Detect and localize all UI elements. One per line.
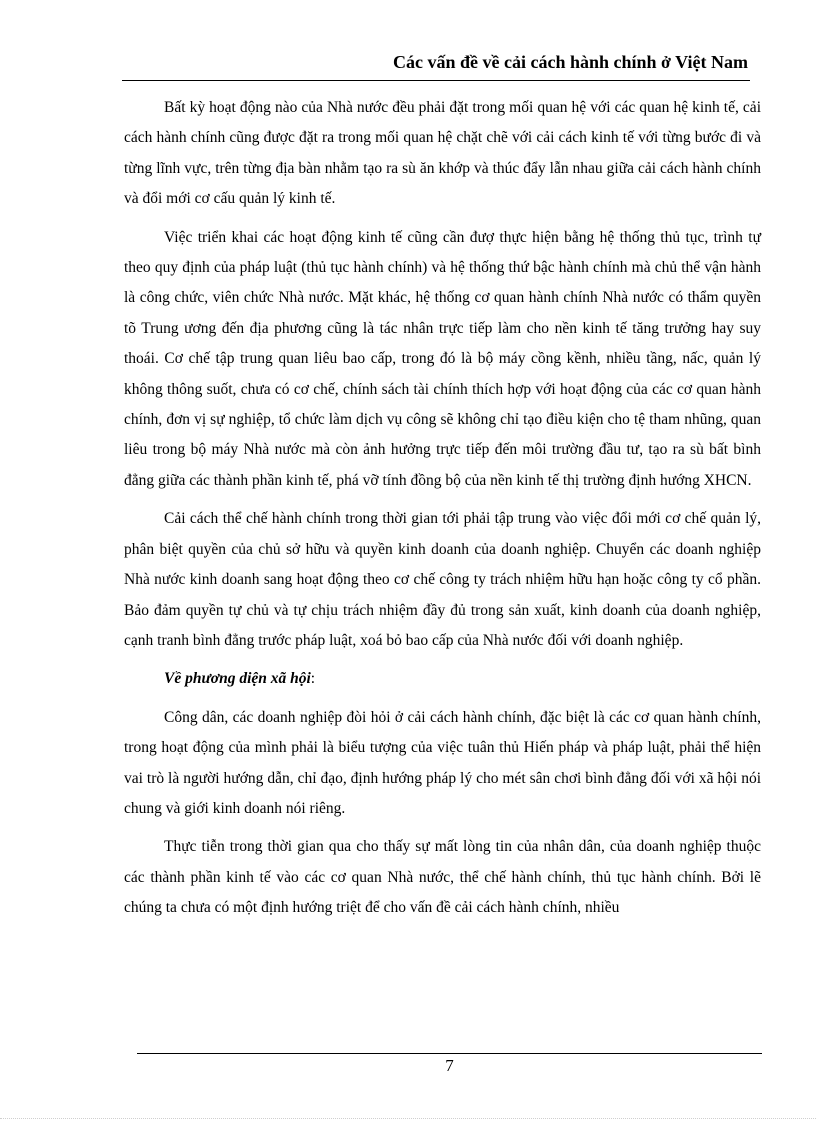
document-body <box>124 93 761 932</box>
section-heading-text: Về phương diện xã hội <box>164 670 311 688</box>
page-edge <box>0 1118 816 1119</box>
page-number: 7 <box>445 1056 454 1075</box>
paragraph: Bất kỳ hoạt động nào của Nhà nước đều phải đặt trong mối quan hệ với các quan hệ kinh tế, cải cách hành chính cũng được đặt ra trong mối quan hệ chặt chẽ với cải cách kinh tế với từng bước đi và từng lĩnh vực, trên từng địa bàn nhằm tạo ra sù ăn khớp và thúc đẩy lẫn nhau giữa cải cách hành chính và đổi mới cơ cấu quản lý kinh tế. <box>124 99 761 208</box>
footer-divider <box>137 1053 762 1054</box>
header-divider <box>122 80 750 81</box>
page-header-title: Các vấn đề về cải cách hành chính ở Việt Nam <box>393 52 748 72</box>
paragraph: Công dân, các doanh nghiệp đòi hỏi ở cải cách hành chính, đặc biệt là các cơ quan hành chính, trong hoạt động của mình phải là biểu tượng của việc tuân thủ Hiến pháp và pháp luật, phải thể hiện vai trò là người hướng dẫn, chỉ đạo, định hướng pháp lý cho mét sân chơi bình đẳng đối với xã hội nói chung và giới kinh doanh nói riêng. <box>124 708 761 817</box>
section-heading-colon: : <box>310 670 316 688</box>
paragraph: Cải cách thể chế hành chính trong thời gian tới phải tập trung vào việc đổi mới cơ chế quản lý, phân biệt quyền của chủ sở hữu và quyền kinh doanh của doanh nghiệp. Chuyển các doanh nghiệp Nhà nước kinh doanh sang hoạt động theo cơ chế công ty trách nhiệm hữu hạn hoặc công ty cổ phần. Bảo đảm quyền tự chủ và tự chịu trách nhiệm đầy đủ trong sản xuất, kinh doanh của doanh nghiệp, cạnh tranh bình đẳng trước pháp luật, xoá bỏ bao cấp của Nhà nước đối với doanh nghiệp. <box>124 510 761 649</box>
paragraph: Thực tiễn trong thời gian qua cho thấy sự mất lòng tin của nhân dân, của doanh nghiệp thuộc các thành phần kinh tế vào các cơ quan Nhà nước, thể chế hành chính, thủ tục hành chính. Bởi lẽ chúng ta chưa có một định hướng triệt để cho vấn đề cải cách hành chính, nhiều <box>124 838 761 917</box>
paragraph: Việc triển khai các hoạt động kinh tế cũng cần đượ thực hiện bằng hệ thống thủ tục, trình tự theo quy định của pháp luật (thủ tục hành chính) và hệ thống thứ bậc hành chính mà chủ thể vận hành là công chức, viên chức Nhà nước. Mặt khác, hệ thống cơ quan hành chính Nhà nước có thẩm quyền tõ Trung ương đến địa phương cũng là tác nhân trực tiếp làm cho nền kinh tế tăng trưởng hay suy thoái. Cơ chế tập trung quan liêu bao cấp, trong đó là bộ máy cồng kềnh, nhiều tầng, nấc, quản lý không thông suốt, chưa có cơ chế, chính sách tài chính thích hợp với hoạt động của các cơ quan hành chính, đơn vị sự nghiệp, tổ chức làm dịch vụ công sẽ không chỉ tạo điều kiện cho tệ tham nhũng, quan liêu trong bộ máy Nhà nước mà còn ảnh hưởng trực tiếp đến môi trường đầu tư, tạo ra sù bất bình đẳng giữa các thành phần kinh tế, phá vỡ tính đồng bộ của nền kinh tế thị trường định hướng XHCN. <box>124 228 761 489</box>
section-heading <box>124 664 761 694</box>
